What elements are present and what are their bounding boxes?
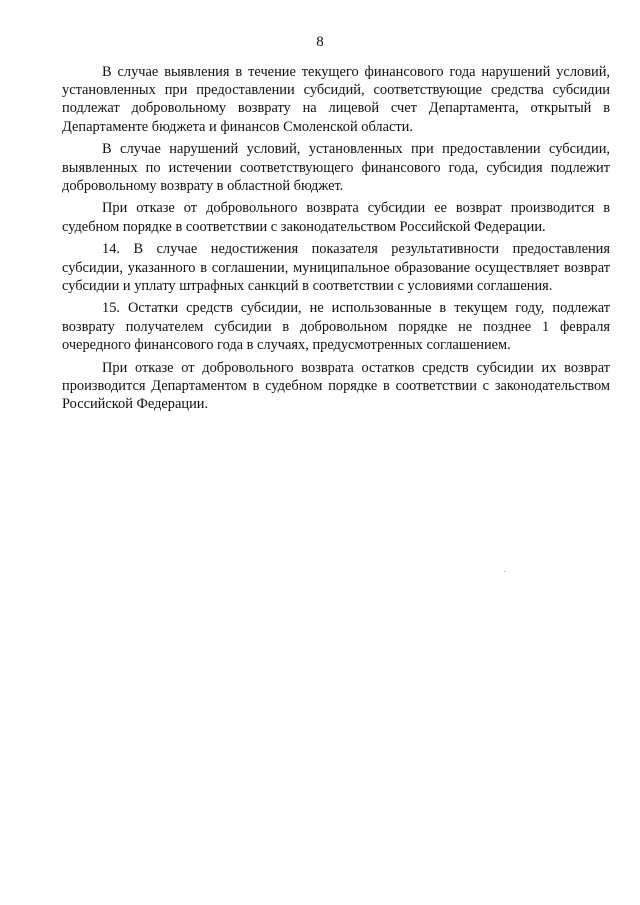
paragraph-item-14: 14. В случае недостижения показателя результативности предоставления субсидии, указанного в соглашении, муниципальное образование осуществляет возврат субсидии и уплату штрафных санкций в соответствии с условиями соглашения. [62, 241, 610, 294]
paragraph-item-15: 15. Остатки средств субсидии, не использованные в текущем году, подлежат возврату получателем субсидии в добровольном порядке не позднее 1 февраля очередного финансового года в случаях, предусмотренных соглашением. [62, 300, 610, 353]
scan-speck [504, 571, 505, 572]
paragraph-refusal-subsidy-return: При отказе от добровольного возврата субсидии ее возврат производится в судебном порядке в соответствии с законодательством Российской Федерации. [62, 200, 610, 235]
paragraph-violation-after-year: В случае нарушений условий, установленных при предоставлении субсидии, выявленных по истечении соответствующего финансового года, субсидия подлежит добровольному возврату в областной бюджет. [62, 141, 610, 194]
document-body [62, 63, 610, 418]
page-number: 8 [316, 34, 324, 50]
paragraph-refusal-remainder-return: При отказе от добровольного возврата остатков средств субсидии их возврат производится Департаментом в судебном порядке в соответствии с законодательством Российской Федерации. [62, 359, 610, 412]
paragraph-violation-current-year: В случае выявления в течение текущего финансового года нарушений условий, установленных при предоставлении субсидий, соответствующие средства субсидии подлежат добровольному возврату на лицевой счет Департамента, открытый в Департаменте бюджета и финансов Смоленской области. [62, 64, 610, 135]
